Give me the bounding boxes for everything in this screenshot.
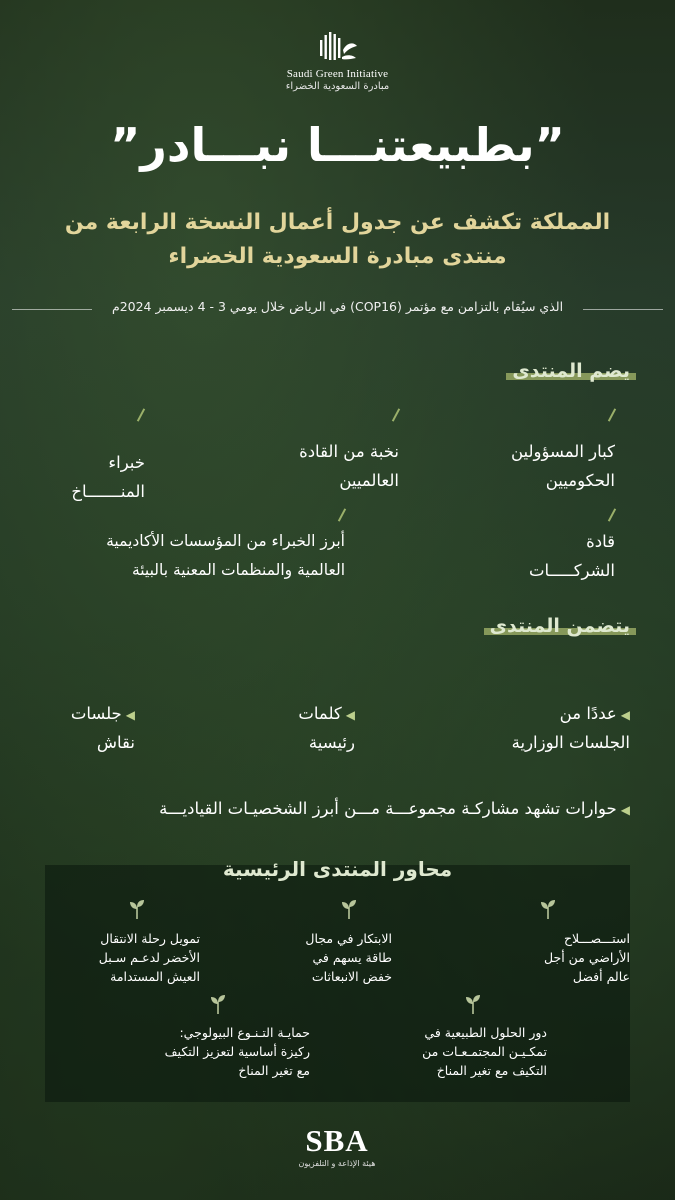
- item-tick: [608, 508, 616, 521]
- axis-line: دور الحلول الطبيعية في: [424, 1025, 547, 1040]
- item-tick: [608, 408, 616, 421]
- axis-line: العيش المستدامة: [110, 969, 200, 984]
- sprout-icon: [463, 993, 483, 1015]
- program-item-panels: [25, 700, 135, 757]
- triangle-bullet-icon: ◀: [125, 708, 135, 722]
- sprout-icon: [538, 898, 558, 920]
- item-line: حوارات تشهد مشاركـة مجموعـــة مـــن أبرز الشخصيـات القياديـــة: [159, 799, 617, 818]
- program-item-keynotes: [235, 700, 355, 757]
- axis-line: مع تغير المناخ: [238, 1063, 310, 1078]
- item-line: نخبة من القادة: [299, 442, 399, 461]
- section2-heading-text: يتضمن المنتدى: [489, 615, 630, 637]
- sprout-icon: [339, 898, 359, 920]
- attendee-item-academic-experts: [25, 527, 345, 585]
- item-line: الحكوميين: [545, 471, 615, 490]
- item-tick: [338, 508, 346, 521]
- axis-line: طاقة يسهم في: [312, 950, 392, 965]
- axis-line: حمايـة التـنـوع البيولوجي:: [179, 1025, 310, 1040]
- axis-line: الأخضر لدعـم سـبل: [98, 950, 200, 965]
- item-tick: [137, 408, 145, 421]
- attendee-item-climate-experts: [35, 448, 145, 506]
- attendee-item-officials: [415, 437, 615, 495]
- axis-line: استـــصـــلاح: [563, 931, 630, 946]
- item-line: عددًا من: [559, 704, 617, 723]
- item-line: جلسات: [70, 704, 122, 723]
- section1-heading: [512, 360, 630, 382]
- subtitle: [30, 206, 645, 274]
- triangle-bullet-icon: ◀: [620, 708, 630, 722]
- program-item-ministerial: [430, 700, 630, 757]
- page-title: ”بطبيعتنـــا نبـــادر”: [110, 118, 565, 172]
- section1-heading-wrap: [512, 360, 630, 382]
- axis-item-biodiversity: [90, 1023, 310, 1080]
- item-line: أبرز الخبراء من المؤسسات الأكاديمية: [106, 532, 345, 550]
- section2-heading-wrap: [490, 615, 630, 637]
- item-tick: [392, 408, 400, 421]
- axis-line: تمويل رحلة الانتقال: [100, 931, 200, 946]
- logo-name-en: Saudi Green Initiative: [286, 68, 389, 80]
- axis-item-nature-solutions: [347, 1023, 547, 1080]
- item-line: الشركـــــات: [528, 561, 615, 580]
- sba-logo-mark: SBA: [305, 1123, 369, 1158]
- item-line: نقاش: [96, 733, 135, 752]
- item-line: رئيسية: [308, 733, 355, 752]
- program-item-dialogues: [30, 795, 630, 824]
- logo-name-ar: مبادرة السعودية الخضراء: [285, 81, 390, 92]
- intro-text: الذي سيُقام بالتزامن مع مؤتمر (COP16) في الرياض خلال يومي 3 - 4 ديسمبر 2024م: [111, 299, 564, 314]
- item-line: كبار المسؤولين: [510, 442, 615, 461]
- sprout-icon: [127, 898, 147, 920]
- item-line: كلمات: [298, 704, 342, 723]
- section2-heading: [490, 615, 630, 637]
- axis-line: الابتكار في مجال: [305, 931, 392, 946]
- triangle-bullet-icon: ◀: [620, 803, 630, 817]
- subtitle-line-2: منتدى مبادرة السعودية الخضراء: [168, 244, 507, 269]
- axis-line: خفض الانبعاثات: [311, 969, 392, 984]
- attendee-item-business-leaders: [465, 527, 615, 585]
- item-line: خبراء: [108, 453, 145, 472]
- axis-line: عالم أفضل: [572, 969, 630, 984]
- item-line: المنـــــــاخ: [71, 482, 145, 501]
- item-line: قادة: [586, 532, 615, 551]
- sgi-logo-icon: [316, 30, 360, 66]
- axis-item-finance: [40, 929, 200, 986]
- item-line: العالميين: [339, 471, 399, 490]
- sba-logo-subtitle: هيئة الإذاعة و التلفزيون: [298, 1159, 376, 1168]
- subtitle-line-1: المملكة تكشف عن جدول أعمال النسخة الرابعة من: [64, 210, 611, 235]
- sprout-icon: [208, 993, 228, 1015]
- sgi-logo: [270, 30, 405, 92]
- axis-line: الأراضي من أجل: [544, 950, 630, 965]
- axis-item-land: [480, 929, 630, 986]
- section1-heading-text: يضم المنتدى: [512, 360, 630, 382]
- axes-heading: محاور المنتدى الرئيسية: [222, 857, 453, 881]
- item-line: الجلسات الوزارية: [511, 733, 630, 752]
- axis-item-energy: [242, 929, 392, 986]
- axis-line: ركيزة أساسية لتعزيز التكيف: [164, 1044, 310, 1059]
- item-line: العالمية والمنظمات المعنية بالبيئة: [131, 561, 345, 579]
- triangle-bullet-icon: ◀: [345, 708, 355, 722]
- sba-logo: [287, 1125, 387, 1168]
- axis-line: التكيف مع تغير المناخ: [436, 1063, 547, 1078]
- axis-line: تمكـيـن المجتمـعـات من: [422, 1044, 547, 1059]
- attendee-item-leaders: [199, 437, 399, 495]
